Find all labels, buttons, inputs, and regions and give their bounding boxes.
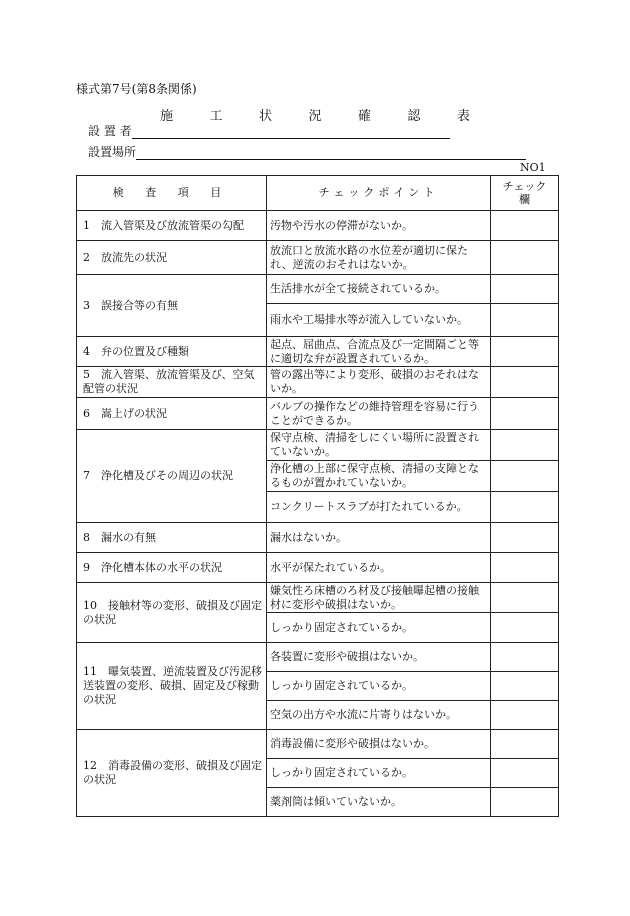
check-box[interactable] [491, 461, 559, 492]
form-number: 様式第7号(第8条関係) [76, 82, 197, 96]
title-char: 確 [357, 109, 371, 124]
check-box[interactable] [491, 788, 559, 817]
table-row [77, 730, 559, 759]
title-char: 況 [308, 109, 322, 124]
check-point: 起点、屈曲点、合流点及び一定間隔ごと等に適切な弁が設置されているか。 [267, 337, 491, 367]
table-row [77, 337, 559, 367]
title-char: 表 [456, 109, 470, 124]
check-point: 生活排水が全て接続されているか。 [267, 275, 491, 304]
check-box[interactable] [491, 337, 559, 367]
inspection-item: 6 嵩上げの状況 [77, 398, 267, 430]
table-row [77, 583, 559, 613]
place-field [88, 143, 526, 160]
table-row [77, 241, 559, 275]
inspection-item: 4 弁の位置及び種類 [77, 337, 267, 367]
check-point: 汚物や汚水の停滞がないか。 [267, 211, 491, 241]
owner-input-line[interactable] [132, 126, 450, 139]
check-box[interactable] [491, 304, 559, 337]
title-char: 施 [160, 109, 174, 124]
check-point: 消毒設備に変形や破損はないか。 [267, 730, 491, 759]
header-check-point: チェックポイント [267, 176, 491, 211]
table-row [77, 275, 559, 304]
check-point: 空気の出方や水流に片寄りはないか。 [267, 701, 491, 730]
check-point: 水平が保たれているか。 [267, 553, 491, 583]
inspection-item: 12 消毒設備の変形、破損及び固定の状況 [77, 730, 267, 817]
check-box[interactable] [491, 643, 559, 672]
inspection-item: 8 漏水の有無 [77, 523, 267, 553]
table-row [77, 553, 559, 583]
place-input-line[interactable] [136, 147, 526, 160]
check-point: しっかり固定されているか。 [267, 759, 491, 788]
header-item: 検 査 項 目 [77, 176, 267, 211]
check-point: バルブの操作などの維持管理を容易に行うことができるか。 [267, 398, 491, 430]
table-row [77, 523, 559, 553]
check-box[interactable] [491, 730, 559, 759]
serial-number: NO1 [520, 161, 546, 174]
table-row [77, 367, 559, 398]
title-char: 工 [209, 109, 223, 124]
check-point: しっかり固定されているか。 [267, 672, 491, 701]
header-check-column [491, 176, 559, 211]
check-box[interactable] [491, 553, 559, 583]
check-point: コンクリートスラブが打たれているか。 [267, 492, 491, 523]
check-point: 薬剤筒は傾いていないか。 [267, 788, 491, 817]
table-row [77, 643, 559, 672]
table-row [77, 430, 559, 461]
inspection-item: 5 流入管渠、放流管渠及び、空気配管の状況 [77, 367, 267, 398]
table-header-row [77, 176, 559, 211]
check-point: 保守点検、清掃をしにくい場所に設置されていないか。 [267, 430, 491, 461]
check-point: 浄化槽の上部に保守点検、清掃の支障となるものが置かれていないか。 [267, 461, 491, 492]
table-row [77, 398, 559, 430]
title-char: 認 [407, 109, 421, 124]
check-box[interactable] [491, 492, 559, 523]
inspection-item: 10 接触材等の変形、破損及び固定の状況 [77, 583, 267, 643]
owner-label: 設 置 者 [88, 124, 132, 138]
check-point: 嫌気性ろ床槽のろ材及び接触曝起槽の接触材に変形や破損はないか。 [267, 583, 491, 613]
check-point: 放流口と放流水路の水位差が適切に保たれ、逆流のおそれはないか。 [267, 241, 491, 275]
check-point: 雨水や工場排水等が流入していないか。 [267, 304, 491, 337]
owner-field [88, 122, 450, 139]
inspection-table [76, 175, 559, 817]
header-check-line2: 欄 [519, 193, 530, 206]
header-check-line1: チェック [502, 180, 547, 193]
check-box[interactable] [491, 583, 559, 613]
inspection-item: 7 浄化槽及びその周辺の状況 [77, 430, 267, 523]
title-char: 状 [258, 109, 272, 124]
check-box[interactable] [491, 523, 559, 553]
check-box[interactable] [491, 211, 559, 241]
check-box[interactable] [491, 430, 559, 461]
inspection-item: 1 流入管渠及び放流管渠の勾配 [77, 211, 267, 241]
check-point: 漏水はないか。 [267, 523, 491, 553]
check-point: 管の露出等により変形、破損のおそれはないか。 [267, 367, 491, 398]
table-row [77, 211, 559, 241]
inspection-item: 9 浄化槽本体の水平の状況 [77, 553, 267, 583]
check-box[interactable] [491, 701, 559, 730]
check-box[interactable] [491, 367, 559, 398]
inspection-item: 2 放流先の状況 [77, 241, 267, 275]
check-point: 各装置に変形や破損はないか。 [267, 643, 491, 672]
check-box[interactable] [491, 275, 559, 304]
place-label: 設置場所 [88, 145, 137, 159]
inspection-item: 3 誤接合等の有無 [77, 275, 267, 337]
inspection-item: 11 曝気装置、逆流装置及び汚泥移送装置の変形、破損、固定及び稼動の状況 [77, 643, 267, 730]
check-box[interactable] [491, 672, 559, 701]
check-box[interactable] [491, 759, 559, 788]
check-box[interactable] [491, 241, 559, 275]
check-box[interactable] [491, 613, 559, 643]
check-box[interactable] [491, 398, 559, 430]
check-point: しっかり固定されているか。 [267, 613, 491, 643]
